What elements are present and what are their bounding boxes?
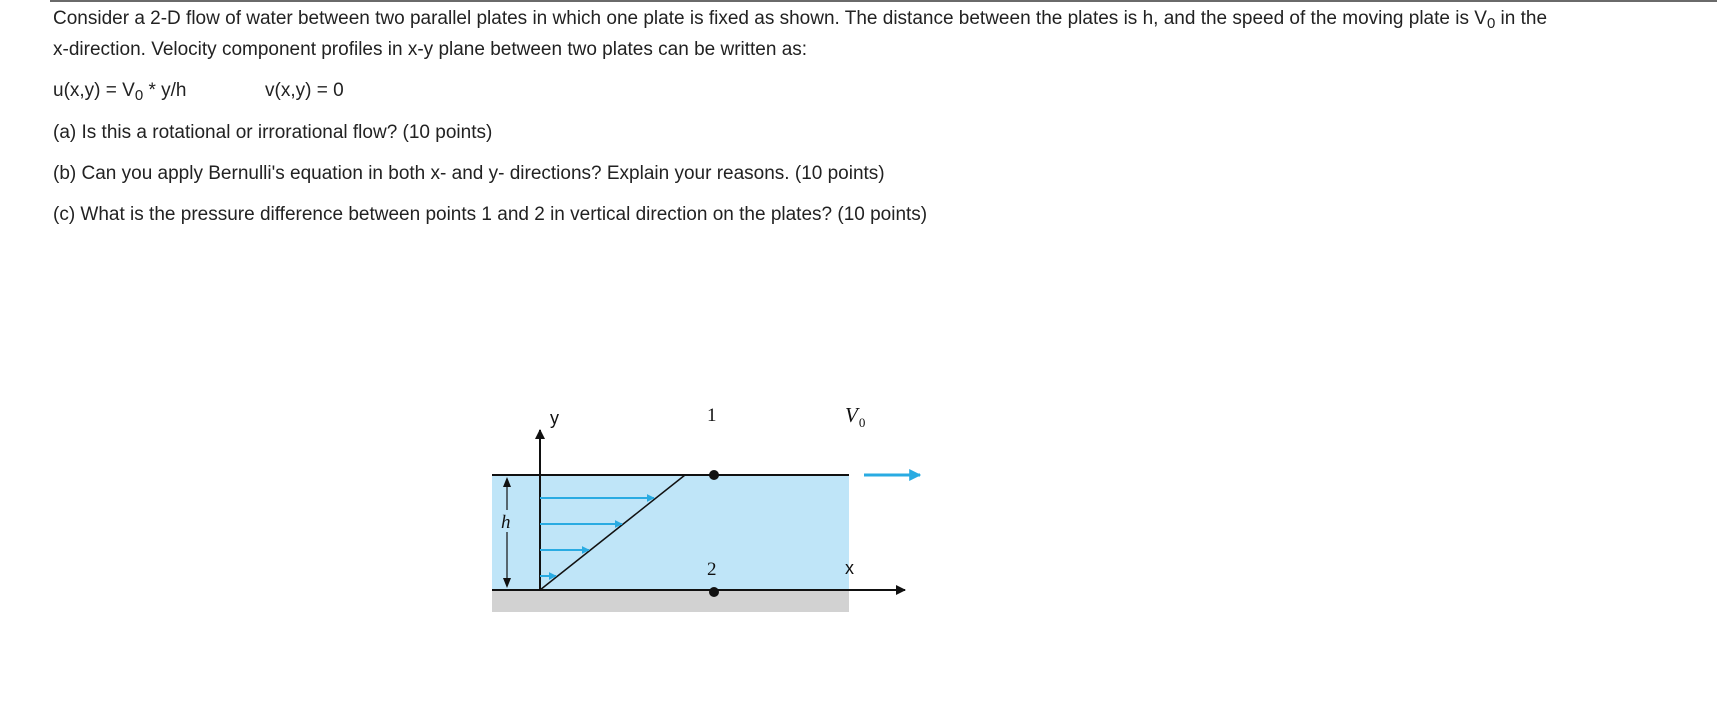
question-c: (c) What is the pressure difference between points 1 and 2 in vertical direction on the plates? (10 points) xyxy=(53,204,928,225)
u-equation-subscript: 0 xyxy=(134,87,144,104)
y-axis-label: y xyxy=(550,408,559,428)
u-equation xyxy=(53,78,186,109)
v-equation: v(x,y) = 0 xyxy=(265,80,344,101)
question-b: (b) Can you apply Bernulli's equation in both x- and y- directions? Explain your reasons. (10 points) xyxy=(53,163,885,184)
couette-flow-diagram xyxy=(480,403,980,670)
point-1-marker xyxy=(709,470,719,480)
intro-line-1 xyxy=(53,6,1708,37)
u-equation-text: u(x,y) = V xyxy=(53,80,135,101)
intro-line-2: x-direction. Velocity component profiles in x-y plane between two plates can be written as: xyxy=(53,39,808,60)
velocity-label-subscript: 0 xyxy=(858,415,866,430)
fluid-region xyxy=(492,475,849,590)
intro-v0-subscript: 0 xyxy=(1486,15,1496,32)
top-border-rule xyxy=(50,0,1717,2)
velocity-equations xyxy=(53,78,1708,104)
point-1-label: 1 xyxy=(707,405,717,426)
velocity-label-main: V xyxy=(845,403,858,427)
point-2-marker xyxy=(709,587,719,597)
intro-line-1-tail: in the xyxy=(1495,8,1548,29)
question-a: (a) Is this a rotational or irrorational flow? (10 points) xyxy=(53,122,493,143)
intro-line-1-text: Consider a 2-D flow of water between two parallel plates in which one plate is fixed as shown. The distance between the plates is h, and the speed of the moving plate is V xyxy=(53,8,1487,29)
u-equation-tail: * y/h xyxy=(143,80,187,101)
problem-intro xyxy=(53,6,1708,63)
point-2-label: 2 xyxy=(707,559,717,580)
height-label: h xyxy=(501,512,511,533)
problem-statement xyxy=(53,6,1708,228)
velocity-label xyxy=(845,403,865,430)
fixed-plate xyxy=(492,590,849,612)
x-axis-label: x xyxy=(845,558,854,578)
diagram-svg xyxy=(480,403,980,670)
